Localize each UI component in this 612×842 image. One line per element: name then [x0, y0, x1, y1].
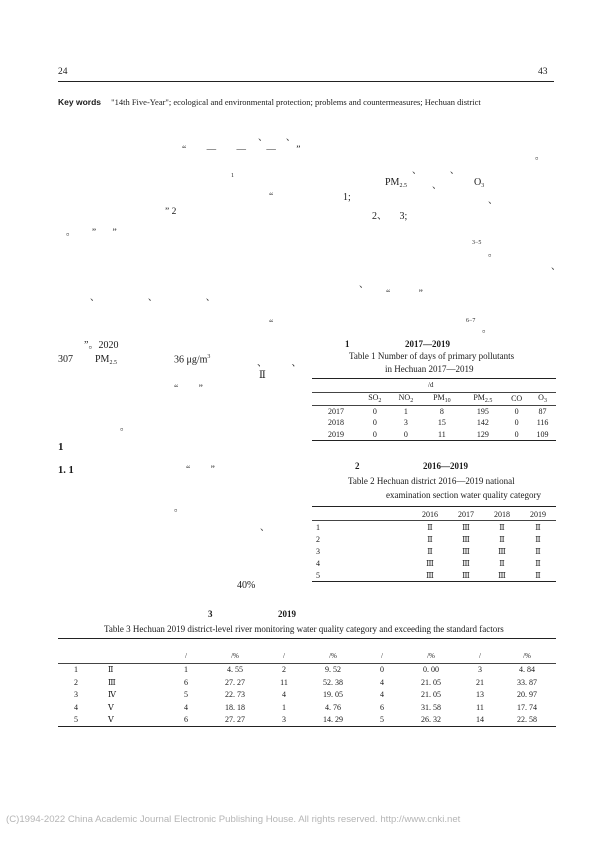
table3-id: 3: [74, 690, 78, 700]
table2-cell: Ⅱ: [535, 570, 541, 580]
table1-cell: 87: [538, 406, 547, 416]
table3-subheader: /: [185, 652, 187, 661]
table2-header: 2019: [530, 509, 546, 519]
table3-cell: 3: [478, 665, 482, 675]
table1-cell: 0: [372, 429, 377, 439]
table1-unit: /d: [428, 381, 434, 389]
right-frag-10: “ ”: [386, 289, 423, 299]
table1-cell: 109: [536, 429, 549, 439]
table3-cell: 0: [380, 665, 384, 675]
table3-cell: 11: [476, 702, 484, 712]
right-frag-6: 2、 3;: [372, 211, 408, 222]
table3-cell: 1: [184, 665, 188, 675]
table3-cell: 17. 74: [517, 702, 537, 712]
right-frag-3b: 、: [432, 181, 442, 191]
table2-cell: Ⅱ: [535, 546, 541, 556]
table-row: [312, 405, 556, 417]
table1-top-rule: [312, 378, 556, 379]
table2-years: 2016—2019: [423, 461, 468, 471]
table1: [312, 392, 556, 441]
keywords-line: [58, 97, 481, 107]
table2-id: 2: [316, 534, 320, 544]
left-frag-2: “ — — — ”: [182, 145, 301, 155]
right-frag-5: 、: [488, 196, 498, 206]
table2: [312, 508, 556, 582]
table3-cell: 52. 38: [323, 677, 343, 687]
table1-cell: 116: [536, 418, 549, 428]
table1-header-co: CO: [511, 394, 523, 404]
table3-subheader-blank: [94, 650, 168, 663]
table3-cell: 5: [184, 690, 188, 700]
table3-cell: 22. 73: [225, 690, 245, 700]
table3-cell: 5: [380, 715, 384, 725]
table-row: [312, 569, 556, 582]
table3-cell: 18. 18: [225, 702, 245, 712]
table3-cell: 33. 87: [517, 677, 537, 687]
table3-cell: 4. 55: [227, 665, 243, 675]
table1-header-row: [312, 393, 556, 406]
copyright-footer: (C)1994-2022 China Academic Journal Electronic Publishing House. All rights reserved. http://www.cnki.net: [6, 814, 461, 825]
table1-cell: 1: [403, 406, 408, 416]
table1-header-pm25: $PM_{2.5}$: [473, 393, 493, 405]
left-frag-10c: 36 $\mu g/m^3$: [174, 354, 211, 366]
section-1-1-heading: 1. 1: [58, 465, 74, 476]
left-frag-10b: $PM_{2.5}$: [95, 354, 117, 366]
table1-cell: 0: [372, 406, 377, 416]
table1-year: 2019: [328, 429, 344, 439]
left-frag-16: 、: [260, 523, 270, 533]
table2-cell: Ⅱ: [499, 534, 505, 544]
left-frag-10a: 307: [58, 354, 73, 365]
table-row: [312, 521, 556, 534]
table2-id: 5: [316, 570, 320, 580]
table1-header-pm10: $PM_{10}$: [433, 393, 451, 405]
table2-cell: Ⅲ: [426, 570, 434, 580]
table2-cell: Ⅲ: [498, 570, 506, 580]
table3-subheader: /%: [231, 652, 239, 661]
table1-header-year: [312, 393, 360, 406]
table-row: [312, 557, 556, 569]
table2-header: 2018: [494, 509, 510, 519]
left-frag-6: 。 ” ”: [66, 228, 117, 238]
table2-header-row: [312, 508, 556, 521]
table3-cell: 2: [282, 665, 286, 675]
table2-cell: Ⅱ: [427, 546, 433, 556]
table3-cell: 13: [476, 690, 484, 700]
table2-cell: Ⅱ: [535, 534, 541, 544]
table3-cell: 14: [476, 715, 484, 725]
table1-year: 2018: [328, 418, 344, 428]
table2-cell: Ⅲ: [498, 546, 506, 556]
table-row: [312, 533, 556, 545]
table3-top-rule: [58, 638, 556, 639]
right-frag-1: 。: [535, 152, 545, 162]
table2-id: 4: [316, 558, 320, 568]
table3-subheader: /: [283, 652, 285, 661]
left-frag-10d: 、 、: [257, 358, 302, 369]
table3-cell: 21. 05: [421, 690, 441, 700]
table1-cell: 0: [403, 429, 408, 439]
table2-cell: Ⅲ: [462, 558, 470, 568]
table-row: [58, 676, 556, 689]
table2-cell: Ⅱ: [499, 558, 505, 568]
table2-cell: Ⅱ: [535, 558, 541, 568]
table1-cell: 3: [403, 418, 408, 428]
table3-cell: 21. 05: [421, 677, 441, 687]
table3-subheader-blank: [58, 650, 94, 663]
table3-cell: 21: [476, 677, 484, 687]
table2-top-rule: [312, 506, 556, 507]
left-frag-14: “ ”: [186, 465, 215, 475]
table3-id: 5: [74, 715, 78, 725]
right-frag-7-sup: 3−5: [472, 240, 482, 246]
section-1-heading: 1: [58, 441, 64, 453]
table3-category: Ⅳ: [108, 690, 116, 700]
table3-number: 3: [208, 609, 213, 619]
left-frag-5: ” 2: [165, 207, 177, 217]
table2-cell: Ⅲ: [462, 546, 470, 556]
table-row: [312, 429, 556, 441]
table3-id: 2: [74, 677, 78, 687]
table3-cell: 0. 00: [423, 665, 439, 675]
table3-cell: 19. 05: [323, 690, 343, 700]
table2-cell: Ⅲ: [462, 522, 470, 532]
table3-caption: Table 3 Hechuan 2019 district-level river monitoring water quality category and exceeding the standard factors: [104, 624, 504, 634]
table1-header-o3: $O_3$: [538, 393, 547, 405]
left-frag-15: 。: [174, 504, 184, 514]
table2-cell: Ⅱ: [535, 522, 541, 532]
table-row: [58, 663, 556, 676]
left-frag-12: “ ”: [174, 384, 203, 394]
table1-cell: 11: [438, 429, 446, 439]
table2-id: 3: [316, 546, 320, 556]
table1-year: 2017: [328, 406, 344, 416]
table3-cell: 6: [184, 677, 188, 687]
table1-number: 1: [345, 339, 350, 349]
table1-cell: 142: [476, 418, 489, 428]
right-frag-7: 。: [488, 249, 498, 259]
left-frag-1: 、 、: [258, 133, 296, 143]
table2-cell: Ⅱ: [499, 522, 505, 532]
page-number-left: 24: [58, 67, 68, 77]
table3-year: 2019: [278, 609, 296, 619]
table3-cell: 4: [380, 677, 384, 687]
left-frag-13: 。: [120, 423, 130, 433]
table2-cell: Ⅲ: [462, 534, 470, 544]
table3-cell: 4. 76: [325, 702, 341, 712]
left-frag-3: 1: [231, 173, 234, 179]
table3-id: 4: [74, 702, 78, 712]
table3-subheader: /%: [329, 652, 337, 661]
table1-cell: 8: [439, 406, 444, 416]
table2-cell: Ⅱ: [427, 522, 433, 532]
table-row: [58, 701, 556, 714]
keywords-text: "14th Five-Year"; ecological and environmental protection; problems and countermeasures; Hechuan district: [111, 97, 481, 107]
table1-cell: 0: [514, 418, 519, 428]
table3-cell: 11: [280, 677, 288, 687]
table3-id: 1: [74, 665, 78, 675]
table3-cell: 27. 27: [225, 677, 245, 687]
table3-subheader: /: [479, 652, 481, 661]
table1-cell: 0: [372, 418, 377, 428]
table1-caption-line2: in Hechuan 2017—2019: [385, 364, 474, 374]
right-frag-2: 、 、: [412, 166, 460, 176]
table3-cell: 4: [282, 690, 286, 700]
table2-number: 2: [355, 461, 360, 471]
table3-category: Ⅴ: [108, 702, 114, 712]
table1-cell: 15: [437, 418, 446, 428]
table1-cell: 195: [476, 406, 489, 416]
table3-cell: 27. 27: [225, 715, 245, 725]
table1-years: 2017—2019: [405, 339, 450, 349]
table1-header-no2: $NO_2$: [398, 393, 414, 405]
table1-cell: 0: [514, 406, 519, 416]
table3-cell: 26. 32: [421, 715, 441, 725]
table3-category: Ⅱ: [108, 665, 114, 675]
table3: [58, 650, 556, 727]
right-frag-11: 。: [482, 325, 492, 335]
table3-cell: 22. 58: [517, 715, 537, 725]
right-frag-3a: $PM_{2.5}$: [385, 177, 407, 189]
table3-subheader-row: [58, 650, 556, 663]
table3-category: Ⅴ: [108, 715, 114, 725]
table3-subheader: /%: [523, 652, 531, 661]
left-frag-9: ”。2020: [84, 340, 119, 351]
table3-subheader: /%: [427, 652, 435, 661]
table2-header: 2017: [458, 509, 474, 519]
left-frag-8: “: [269, 319, 274, 329]
table2-header-blank: [312, 508, 412, 521]
right-frag-3c: $O_3$: [474, 177, 485, 189]
table1-caption-line1: Table 1 Number of days of primary pollutants: [349, 351, 515, 361]
right-frag-4: 1;: [343, 192, 351, 203]
table-row: [58, 689, 556, 702]
left-frag-4: “: [269, 192, 274, 202]
table1-header-so2: $SO_2$: [368, 393, 382, 405]
table3-cell: 6: [184, 715, 188, 725]
table3-cell: 4: [380, 690, 384, 700]
table2-id: 1: [316, 522, 320, 532]
keywords-label: Key words: [58, 97, 101, 107]
table-row: [312, 545, 556, 557]
right-frag-8: 、: [551, 262, 561, 272]
table2-header: 2016: [422, 509, 438, 519]
left-frag-7: 、 、 、: [90, 293, 216, 303]
table2-caption-line1: Table 2 Hechuan district 2016—2019 national: [348, 476, 515, 486]
right-frag-9: 、: [359, 280, 369, 290]
table3-cell: 4: [184, 702, 188, 712]
table3-cell: 4. 84: [519, 665, 535, 675]
page-number-right: 43: [538, 67, 548, 77]
table3-subheader: /: [381, 652, 383, 661]
table2-cell: Ⅲ: [426, 558, 434, 568]
table3-cell: 14. 29: [323, 715, 343, 725]
table1-cell: 0: [514, 429, 519, 439]
right-frag-11-sup: 6−7: [466, 318, 476, 324]
table3-cell: 9. 52: [325, 665, 341, 675]
left-frag-11: Ⅱ: [259, 370, 266, 381]
table2-cell: Ⅲ: [462, 570, 470, 580]
table3-cell: 3: [282, 715, 286, 725]
table3-cell: 20. 97: [517, 690, 537, 700]
table3-cell: 1: [282, 702, 286, 712]
table2-cell: Ⅱ: [427, 534, 433, 544]
table3-cell: 6: [380, 702, 384, 712]
table-row: [58, 714, 556, 727]
table1-cell: 129: [476, 429, 489, 439]
header-rule: [58, 81, 554, 82]
table-row: [312, 417, 556, 429]
table3-category: Ⅲ: [108, 677, 116, 687]
left-frag-17: 40%: [237, 580, 256, 591]
table3-cell: 31. 58: [421, 702, 441, 712]
table2-caption-line2: examination section water quality category: [386, 490, 541, 500]
